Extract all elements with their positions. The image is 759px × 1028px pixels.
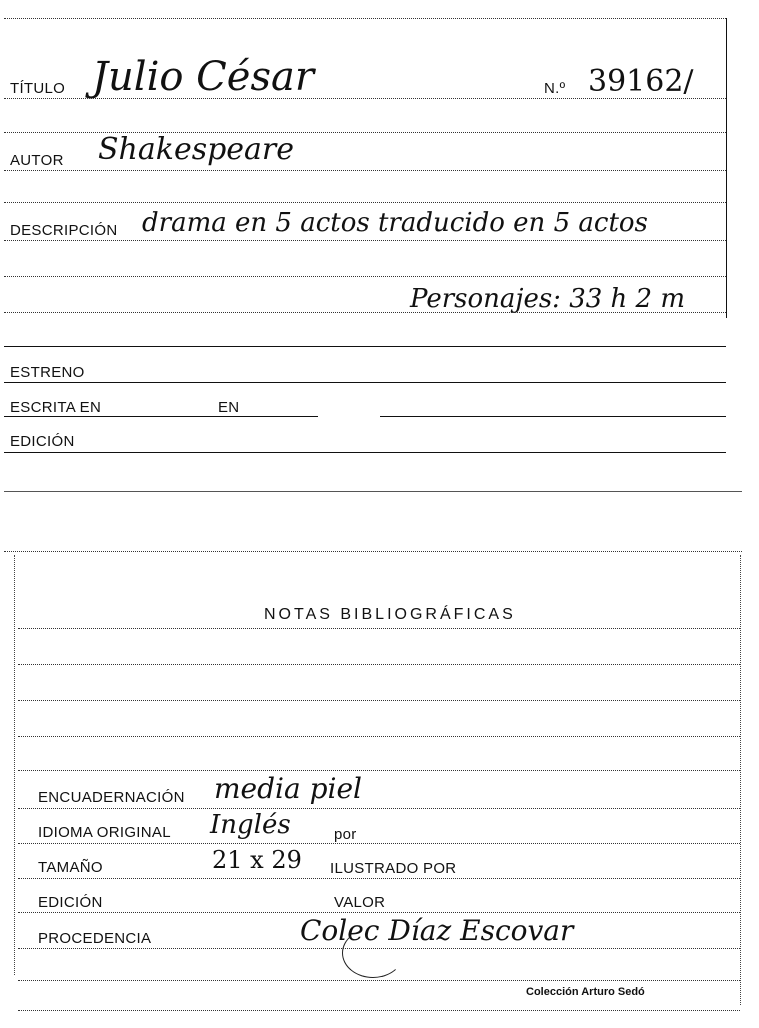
descripcion-value: drama en 5 actos traducido en 5 actos <box>142 208 648 238</box>
escrita-en-line <box>4 416 318 417</box>
estreno-line <box>4 382 726 383</box>
en-line <box>380 416 726 417</box>
personajes-line-top <box>4 276 726 277</box>
numero-value: 39162/ <box>588 64 694 99</box>
titulo-value: Julio César <box>92 54 314 100</box>
encuadernacion-line <box>18 808 740 809</box>
autor-line <box>4 170 726 171</box>
top-card-border <box>4 18 726 19</box>
idioma-line <box>18 843 740 844</box>
bottom-card-top-border <box>4 551 742 552</box>
edicion-bottom-line <box>18 912 740 913</box>
numero-label: N.º <box>544 80 566 97</box>
collection-footer: Colección Arturo Sedó <box>526 986 645 998</box>
stamp-mark <box>342 928 404 978</box>
idioma-value: Inglés <box>210 810 291 840</box>
edicion-bottom-label: EDICIÓN <box>38 894 103 911</box>
procedencia-value: Colec Díaz Escovar <box>300 914 574 947</box>
bottom-card-bottom-edge <box>18 1010 740 1011</box>
notas-line-4 <box>18 736 740 737</box>
top-card-right-edge <box>726 18 727 318</box>
valor-label: VALOR <box>334 894 386 911</box>
notas-line-3 <box>18 700 740 701</box>
blank-line-2 <box>4 202 726 203</box>
top-card-bottom-edge <box>4 491 742 492</box>
por-label: por <box>334 826 357 843</box>
titulo-line <box>4 98 726 99</box>
personajes-line <box>4 312 726 313</box>
descripcion-label: DESCRIPCIÓN <box>10 222 118 239</box>
procedencia-label: PROCEDENCIA <box>38 930 152 947</box>
bottom-card-final-line <box>18 980 740 981</box>
idioma-label: IDIOMA ORIGINAL <box>38 824 171 841</box>
bottom-card-left-edge <box>14 555 15 975</box>
notas-line-1 <box>18 628 740 629</box>
bottom-card-right-edge <box>740 555 741 1005</box>
personajes-value: Personajes: 33 h 2 m <box>410 284 686 314</box>
titulo-label: TÍTULO <box>10 80 66 97</box>
encuadernacion-label: ENCUADERNACIÓN <box>38 789 185 806</box>
encuadernacion-value: media piel <box>214 772 362 805</box>
descripcion-line <box>4 240 726 241</box>
edicion-label: EDICIÓN <box>10 433 75 450</box>
tamano-label: TAMAÑO <box>38 859 103 876</box>
autor-value: Shakespeare <box>98 132 295 167</box>
estreno-label: ESTRENO <box>10 364 85 381</box>
autor-label: AUTOR <box>10 152 64 169</box>
tamano-value: 21 x 29 <box>212 846 302 874</box>
tamano-line <box>18 878 740 879</box>
edicion-line <box>4 452 726 453</box>
ilustrado-label: ILUSTRADO POR <box>330 860 457 877</box>
notas-title: NOTAS BIBLIOGRÁFICAS <box>264 606 516 623</box>
notas-line-2 <box>18 664 740 665</box>
separator-line <box>4 346 726 347</box>
notas-line-5 <box>18 770 740 771</box>
escrita-en-label: ESCRITA EN <box>10 399 102 416</box>
en-label: EN <box>218 399 240 416</box>
